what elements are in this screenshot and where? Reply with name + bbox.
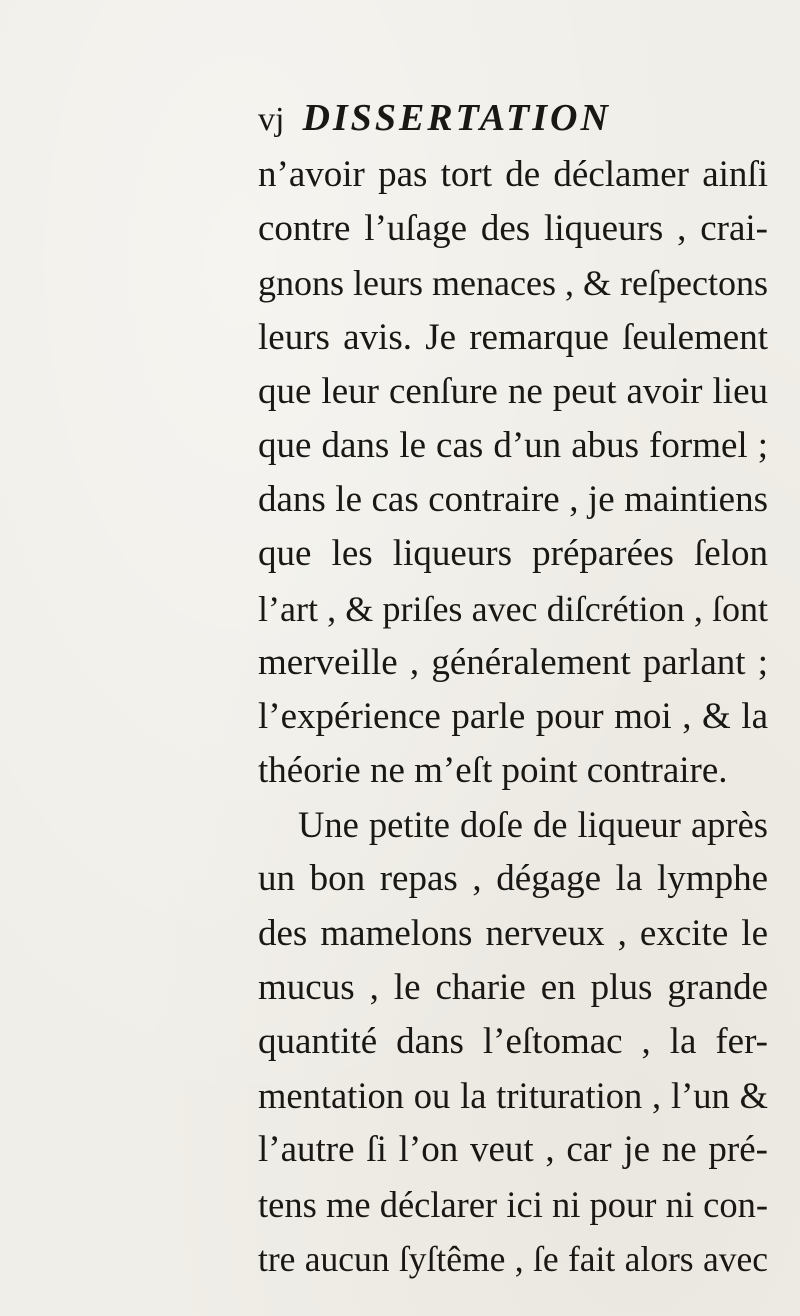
text-line: que dans le cas d’un abus formel ; [258, 424, 768, 466]
text-line: un bon repas , dégage la lymphe [258, 858, 768, 900]
text-line: quantité dans l’eſtomac , la fer- [258, 1021, 768, 1062]
text-line: gnons leurs menaces , & reſpectons [258, 263, 768, 304]
text-line: l’expérience parle pour moi , & la [258, 695, 768, 737]
text-line: que les liqueurs préparées ſelon [258, 533, 768, 575]
text-line: tens me déclarer ici ni pour ni con- [258, 1183, 768, 1225]
text-line: dans le cas contraire , je maintiens [258, 479, 768, 521]
page-number: vj [258, 101, 285, 138]
text-line: Une petite doſe de liqueur après [298, 804, 768, 846]
text-line: mentation ou la trituration , l’un & [258, 1075, 768, 1117]
text-line: théorie ne m’eſt point contraire. [258, 750, 728, 792]
text-line: n’avoir pas tort de déclamer ainſi [258, 154, 768, 195]
text-line: tre aucun ſyſtême , ſe fait alors avec [258, 1238, 768, 1279]
text-line: merveille , généralement parlant ; [258, 641, 768, 683]
text-line: mucus , le charie en plus grande [258, 966, 768, 1008]
text-line: que leur cenſure ne peut avoir lieu [258, 370, 768, 412]
body-text [258, 148, 768, 1286]
running-title: DISSERTATION [302, 97, 611, 139]
text-line: des mamelons nerveux , excite le [258, 912, 768, 954]
text-line: l’autre ſi l’on veut , car je ne pré- [258, 1129, 768, 1171]
page-header [258, 96, 611, 142]
text-line: contre l’uſage des liqueurs , crai- [258, 208, 768, 250]
text-line: leurs avis. Je remarque ſeulement [258, 316, 768, 358]
text-line: l’art , & priſes avec diſcrétion , ſont [258, 588, 768, 629]
